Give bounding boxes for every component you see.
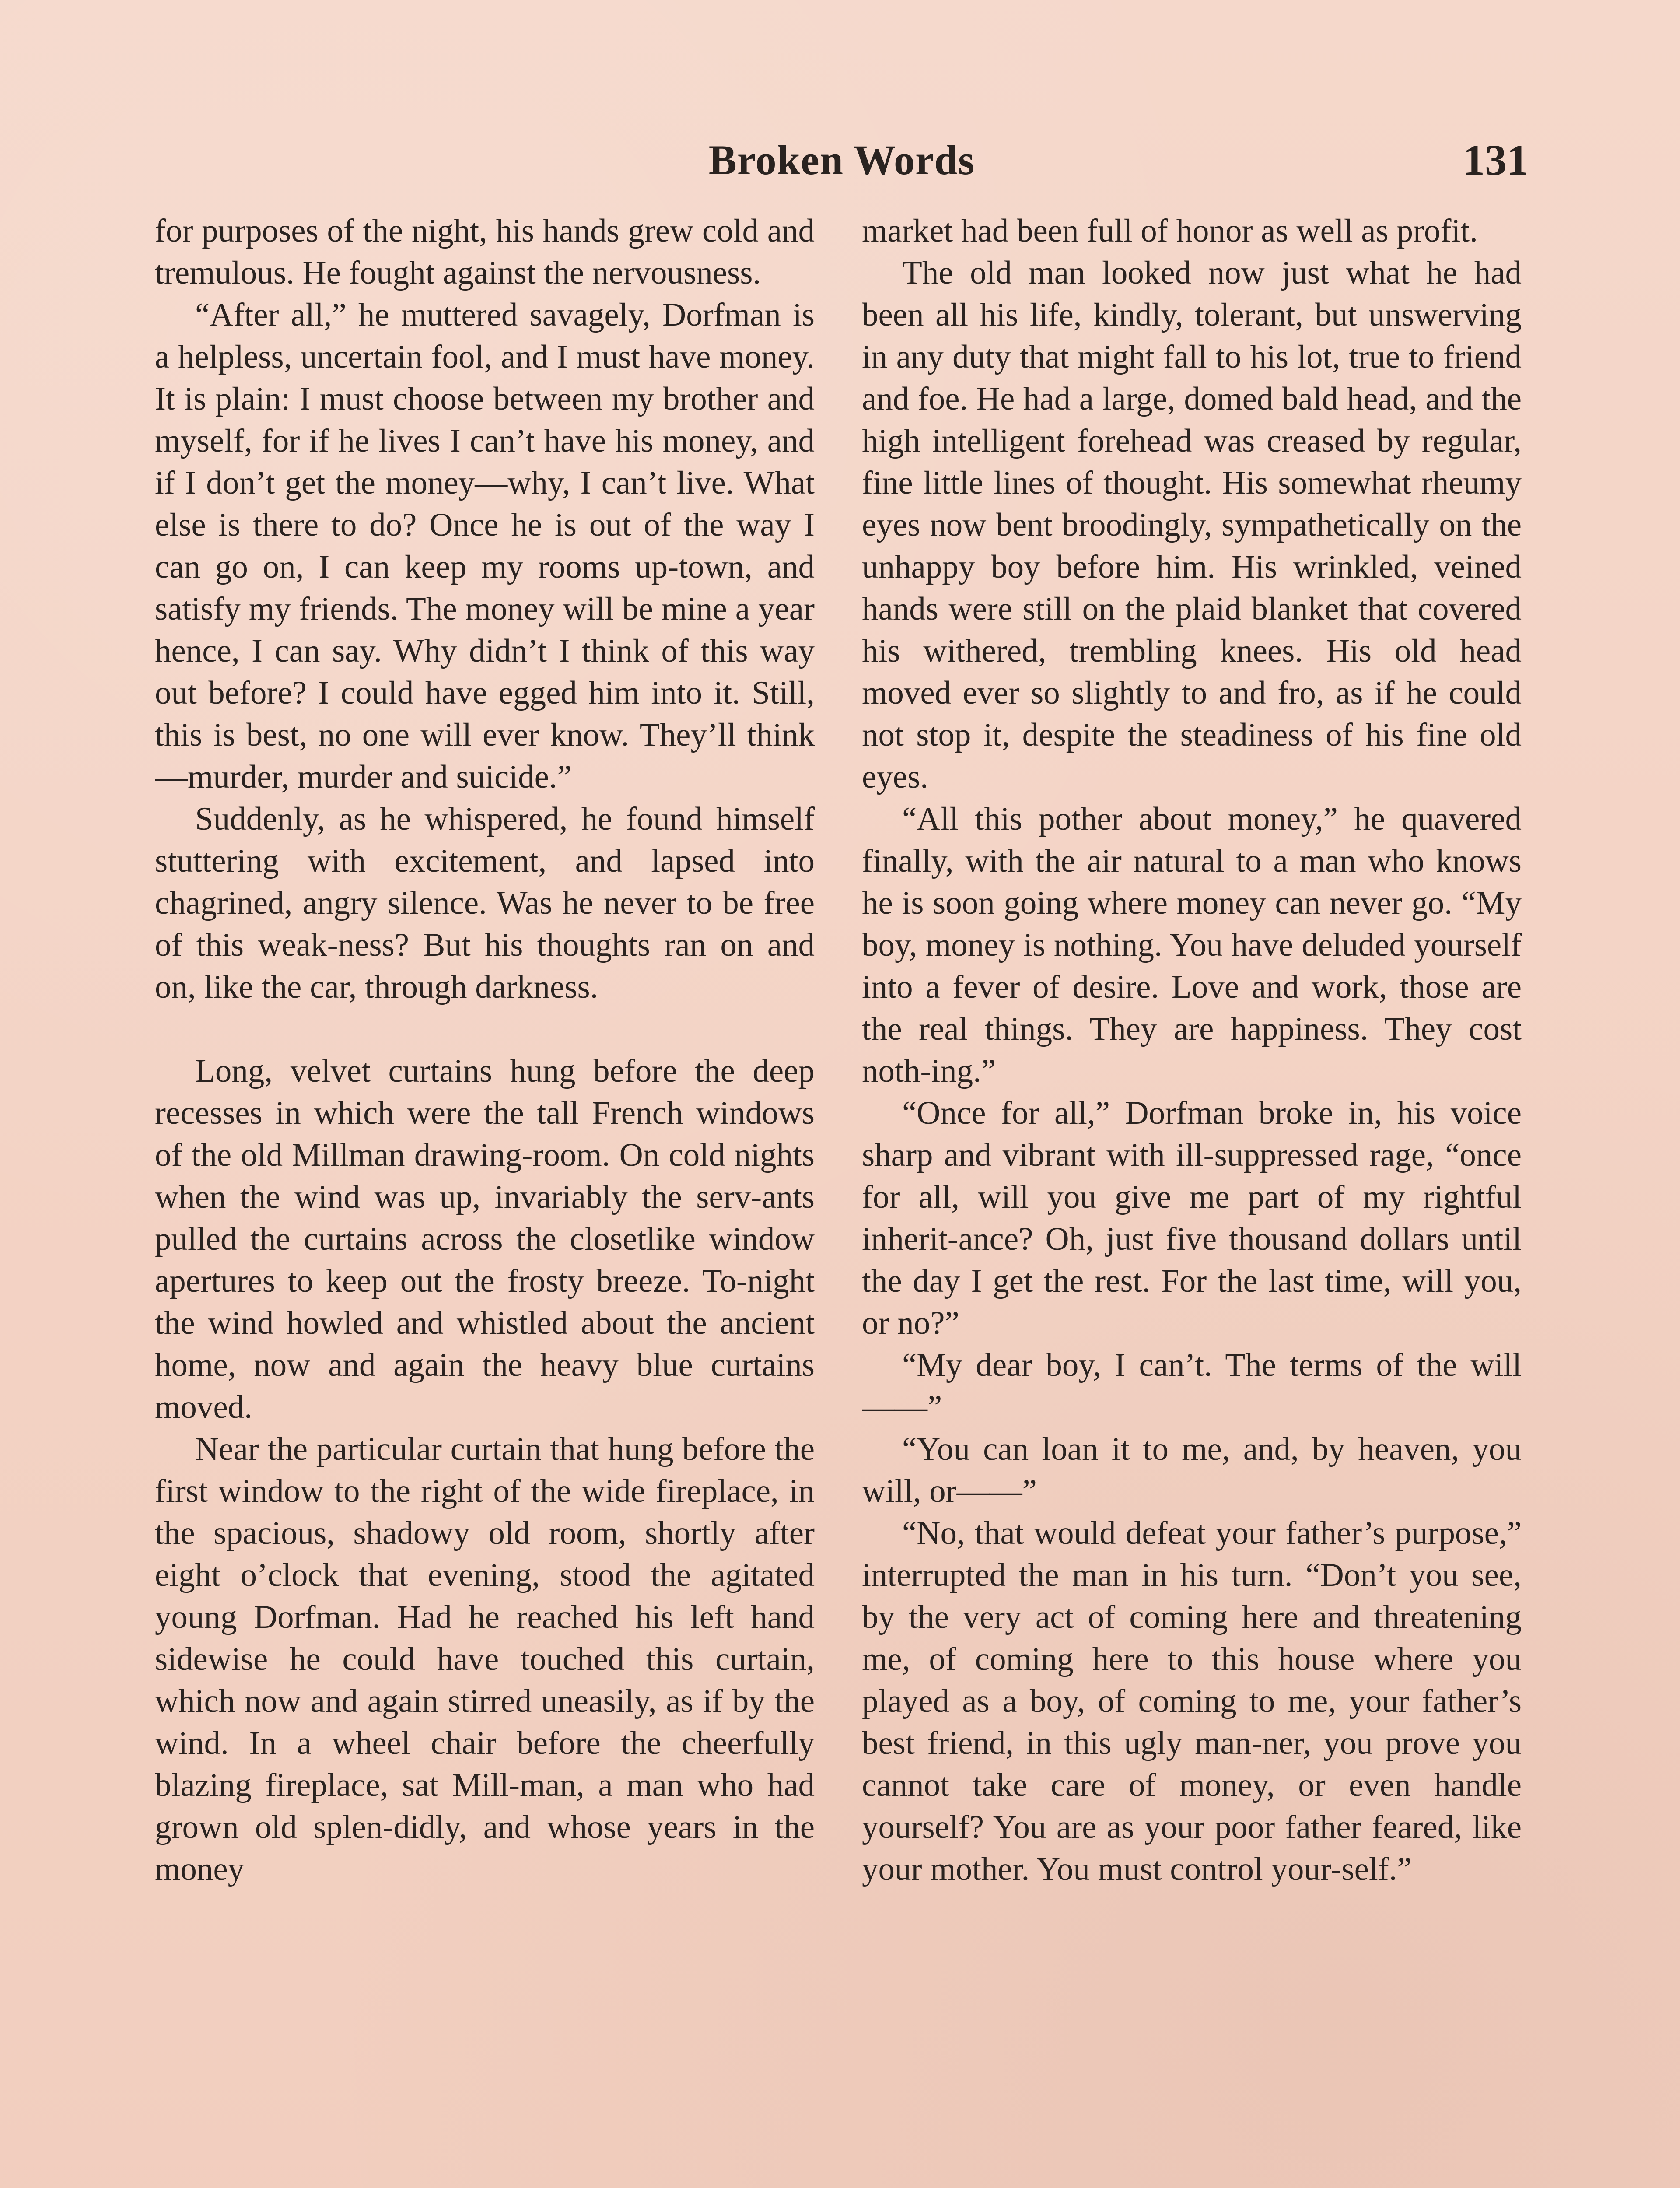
running-title: Broken Words — [708, 137, 975, 183]
right-paragraph-2: The old man looked now just what he had been all his life, kindly, tolerant, but unswerving in any duty that might fall to his lot, true to friend and foe. He had a large, domed bald head, and the high intelligent forehead was creased by regular, fine little lines of thought. His somewhat rheumy eyes now bent broodingly, sympathetically on the unhappy boy before him. His wrinkled, veined hands were still on the plaid blanket that covered his withered, trembling knees. His old head moved ever so slightly to and fro, as if he could not stop it, despite the steadiness of his fine old eyes. — [862, 255, 1522, 795]
left-paragraph-4: Long, velvet curtains hung before the deep recesses in which were the tall French windows of the old Millman drawing-room. On cold nights when the wind was up, invariably the serv-ants pulled the curtains across the closetlike window apertures to keep out the frosty breeze. To-night the wind howled and whistled about the ancient home, now and again the heavy blue curtains moved. — [155, 1053, 815, 1425]
right-paragraph-3: “All this pother about money,” he quavered finally, with the air natural to a man who knows he is soon going where money can never go. “My boy, money is nothing. You have deluded yourself into a fever of desire. Love and work, those are the real things. They are happiness. They cost noth-ing.” — [862, 801, 1522, 1089]
left-paragraph-3: Suddenly, as he whispered, he found himself stuttering with excitement, and lapsed into chagrined, angry silence. Was he never to be free of this weak-ness? But his thoughts ran on and on, like the car, through darkness. — [155, 801, 815, 1005]
text-columns — [155, 210, 1527, 2188]
page-number: 131 — [1463, 136, 1529, 184]
right-paragraph-4: “Once for all,” Dorfman broke in, his voice sharp and vibrant with ill-suppressed rage, “once for all, will you give me part of my rightful inherit-ance? Oh, just five thousand dollars until the day I get the rest. For the last time, will you, or no?” — [862, 1095, 1522, 1341]
section-break — [155, 1008, 815, 1050]
left-column — [155, 210, 815, 2188]
right-paragraph-5: “My dear boy, I can’t. The terms of the will——” — [862, 1347, 1522, 1425]
right-paragraph-6: “You can loan it to me, and, by heaven, you will, or——” — [862, 1431, 1522, 1509]
left-paragraph-2: “After all,” he muttered savagely, Dorfman is a helpless, uncertain fool, and I must have money. It is plain: I must choose between my brother and myself, for if he lives I can’t have his money, and if I don’t get the money—why, I can’t live. What else is there to do? Once he is out of the way I can go on, I can keep my rooms up-town, and satisfy my friends. The money will be mine a year hence, I can say. Why didn’t I think of this way out before? I could have egged him into it. Still, this is best, no one will ever know. They’ll think—murder, murder and suicide.” — [155, 297, 815, 795]
left-paragraph-5: Near the particular curtain that hung before the first window to the right of the wide fireplace, in the spacious, shadowy old room, shortly after eight o’clock that evening, stood the agitated young Dorfman. Had he reached his left hand sidewise he could have touched this curtain, which now and again stirred uneasily, as if by the wind. In a wheel chair before the cheerfully blazing fireplace, sat Mill-man, a man who had grown old splen-didly, and whose years in the money — [155, 1431, 815, 1887]
right-paragraph-1: market had been full of honor as well as profit. — [862, 213, 1478, 249]
left-paragraph-1: for purposes of the night, his hands grew cold and tremulous. He fought against the nervousness. — [155, 213, 815, 291]
page-header — [155, 134, 1529, 186]
right-paragraph-7: “No, that would defeat your father’s purpose,” interrupted the man in his turn. “Don’t you see, by the very act of coming here and threatening me, of coming here to this house where you played as a boy, of coming to me, your father’s best friend, in this ugly man-ner, you prove you cannot take care of money, or even handle yourself? You are as your poor father feared, like your mother. You must control your-self.” — [862, 1515, 1522, 1887]
right-column — [862, 210, 1522, 2188]
